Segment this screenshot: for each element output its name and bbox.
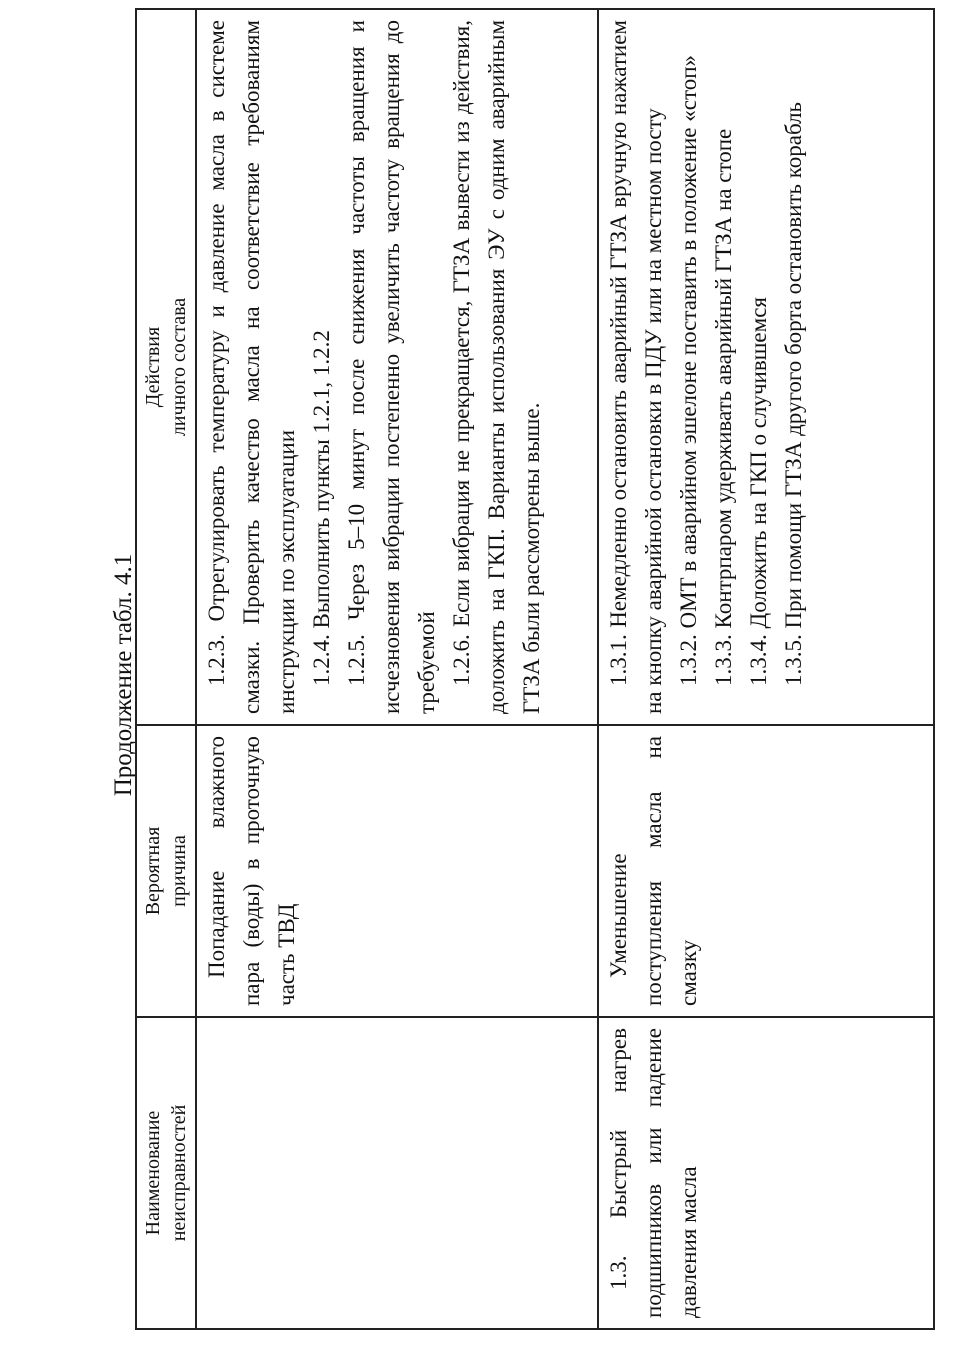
rotated-table-container	[135, 10, 935, 1330]
action-item: 1.2.3. Отрегулировать температуру и давление масла в системе смазки. Проверить качество масла на соответствие требованиям инструкции по эксплуатации	[204, 20, 300, 714]
action-item: 1.3.2. ОМТ в аварийном эшелоне поставить в положение «стоп»	[676, 54, 702, 686]
header-actions: Действия личного состава	[136, 9, 196, 725]
action-item: 1.3.5. При помощи ГТЗА другого борта остановить корабль	[781, 101, 807, 686]
table-header-row	[136, 9, 196, 1329]
fault-name-cell	[196, 1017, 598, 1329]
table-row	[196, 9, 598, 1329]
action-item: 1.3.4. Доложить на ГКП о случившемся	[746, 297, 772, 686]
header-cause: Вероятная причина	[136, 725, 196, 1017]
action-item: 1.3.3. Контрпаром удерживать аварийный ГТЗА на стопе	[711, 128, 737, 686]
action-item: 1.2.6. Если вибрация не прекращается, ГТЗА вывести из действия, доложить на ГКП. Варианты использования ЭУ с одним аварийным ГТЗА были рассмотрены выше.	[449, 20, 545, 714]
header-fault-name: Наименование неисправностей	[136, 1017, 196, 1329]
fault-table	[135, 8, 935, 1330]
table-row	[598, 9, 934, 1329]
action-item: 1.2.4. Выполнить пункты 1.2.1, 1.2.2	[309, 330, 335, 686]
fault-name-cell: 1.3. Быстрый нагрев подшипников или падение давления масла	[598, 1017, 934, 1329]
table-caption: Продолжение табл. 4.1	[110, 553, 137, 797]
cause-cell: Попадание влажного пара (воды) в проточную часть ТВД	[196, 725, 598, 1017]
action-item: 1.2.5. Через 5–10 минут после снижения частоты вращения и исчезновения вибрации постепенно увеличить частоту вращения до требуемой	[344, 20, 440, 714]
cause-cell: Уменьшение поступления масла на смазку	[598, 725, 934, 1017]
action-item: 1.3.1. Немедленно остановить аварийный ГТЗА вручную нажатием на кнопку аварийной остановки в ПДУ или на местном посту	[606, 20, 667, 714]
actions-cell	[196, 9, 598, 725]
actions-cell	[598, 9, 934, 725]
